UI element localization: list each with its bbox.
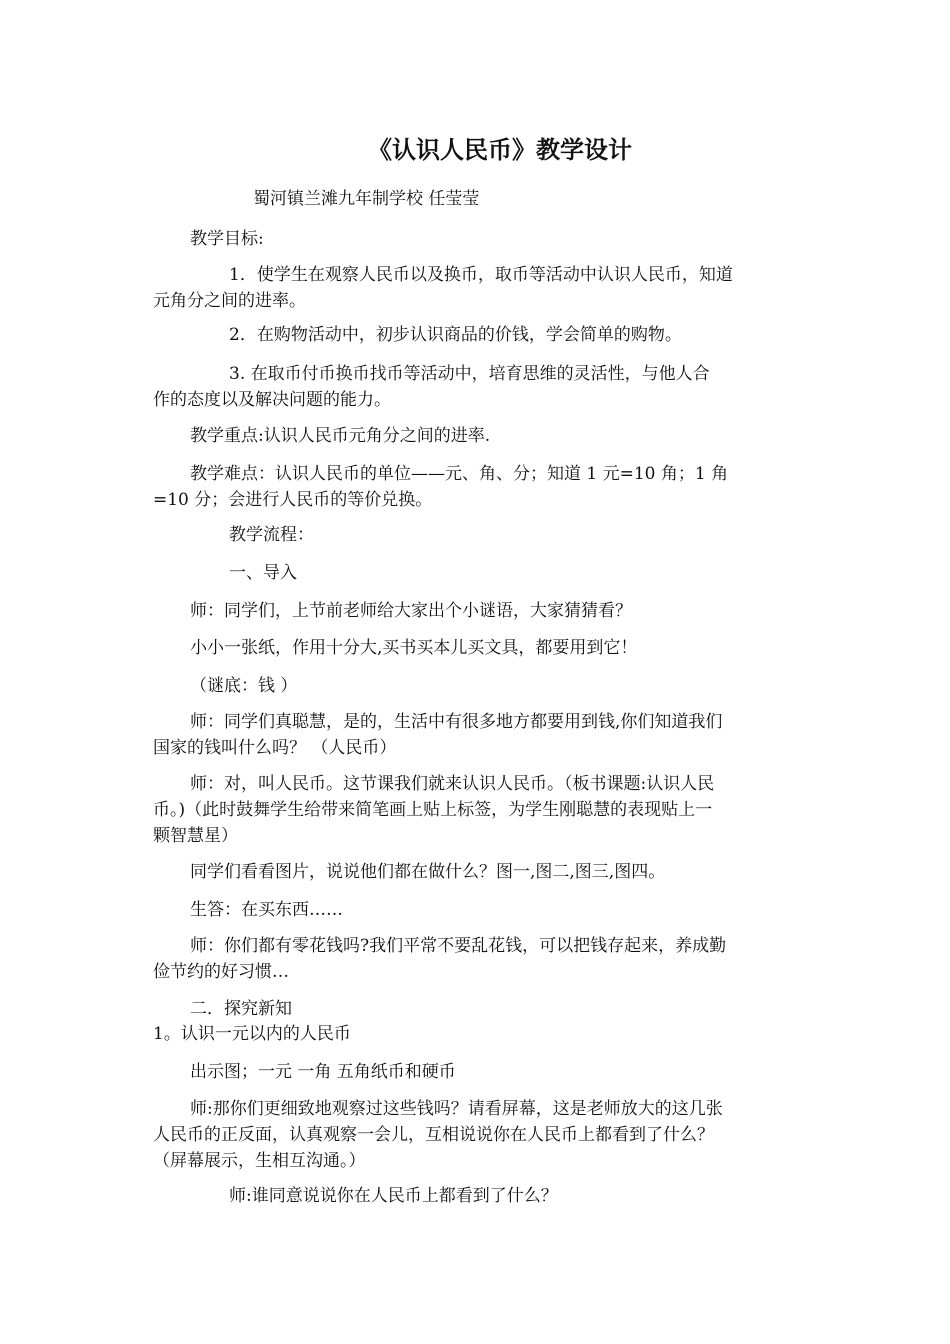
paragraph-4 [153,709,722,761]
paragraph-3: （谜底：钱 ） [190,676,298,696]
paragraph-4-line-2: 国家的钱叫什么吗？ （人民币） [153,738,397,758]
paragraph-8 [153,933,726,985]
paragraph-7: 生答：在买东西…… [190,900,343,920]
paragraph-2: 小小一张纸，作用十分大,买书买本儿买文具，都要用到它！ [190,638,638,658]
difficulty-line-2: =10 分；会进行人民币的等价兑换。 [153,490,433,510]
paragraph-4-line-1: 师：同学们真聪慧，是的，生活中有很多地方都要用到钱,你们知道我们 [190,712,723,732]
difficulty-line-1: 教学难点：认识人民币的单位——元、角、分；知道 1 元=10 角；1 角 [190,464,729,484]
paragraph-8-line-2: 俭节约的好习惯… [153,962,289,982]
goal-1-line-2: 元角分之间的进率。 [153,291,306,311]
paragraph-6: 同学们看看图片，说说他们都在做什么？图一,图二,图三,图四。 [190,862,666,882]
goal-3 [153,361,710,413]
paragraph-5-line-2: 币。)（此时鼓舞学生给带来简笔画上贴上标签，为学生刚聪慧的表现贴上一 [153,800,713,820]
goal-1 [153,262,733,314]
paragraph-5 [153,771,714,849]
section-1-heading: 一、导入 [229,563,297,583]
paragraph-5-line-1: 师：对，叫人民币。这节课我们就来认识人民币。（板书课题:认识人民 [190,774,715,794]
author-line: 蜀河镇兰滩九年制学校 任莹莹 [253,189,480,209]
goal-1-line-1: 1．使学生在观察人民币以及换币，取币等活动中认识人民币，知道 [229,265,733,285]
subsection-1-heading: 1。认识一元以内的人民币 [153,1024,351,1044]
key-point: 教学重点:认识人民币元角分之间的进率. [190,426,491,446]
paragraph-8-line-1: 师：你们都有零花钱吗?我们平常不要乱花钱，可以把钱存起来，养成勤 [190,936,727,956]
paragraph-10-line-2: 人民币的正反面，认真观察一会儿，互相说说你在人民币上都看到了什么？ [153,1125,714,1145]
paragraph-10-line-1: 师:那你们更细致地观察过这些钱吗？请看屏幕，这是老师放大的这几张 [190,1099,723,1119]
goals-heading: 教学目标: [190,229,264,249]
paragraph-11: 师:谁同意说说你在人民币上都看到了什么？ [229,1186,558,1206]
goal-3-line-2: 作的态度以及解决问题的能力。 [153,390,391,410]
paragraph-10-line-3: （屏幕展示，生相互沟通。） [153,1151,366,1171]
paragraph-10 [153,1096,723,1174]
goal-2: 2．在购物活动中，初步认识商品的价钱，学会简单的购物。 [229,325,682,345]
paragraph-5-line-3: 颗智慧星） [153,826,238,846]
section-2-heading: 二．探究新知 [190,999,292,1019]
document-title: 《认识人民币》教学设计 [368,135,632,164]
paragraph-1: 师：同学们，上节前老师给大家出个小谜语，大家猜猜看？ [190,601,632,621]
paragraph-9: 出示图；一元 一角 五角纸币和硬币 [190,1062,456,1082]
goal-3-line-1: 3. 在取币付币换币找币等活动中，培育思维的灵活性，与他人合 [229,364,710,384]
flow-heading: 教学流程： [229,525,314,545]
difficulty [153,461,728,513]
